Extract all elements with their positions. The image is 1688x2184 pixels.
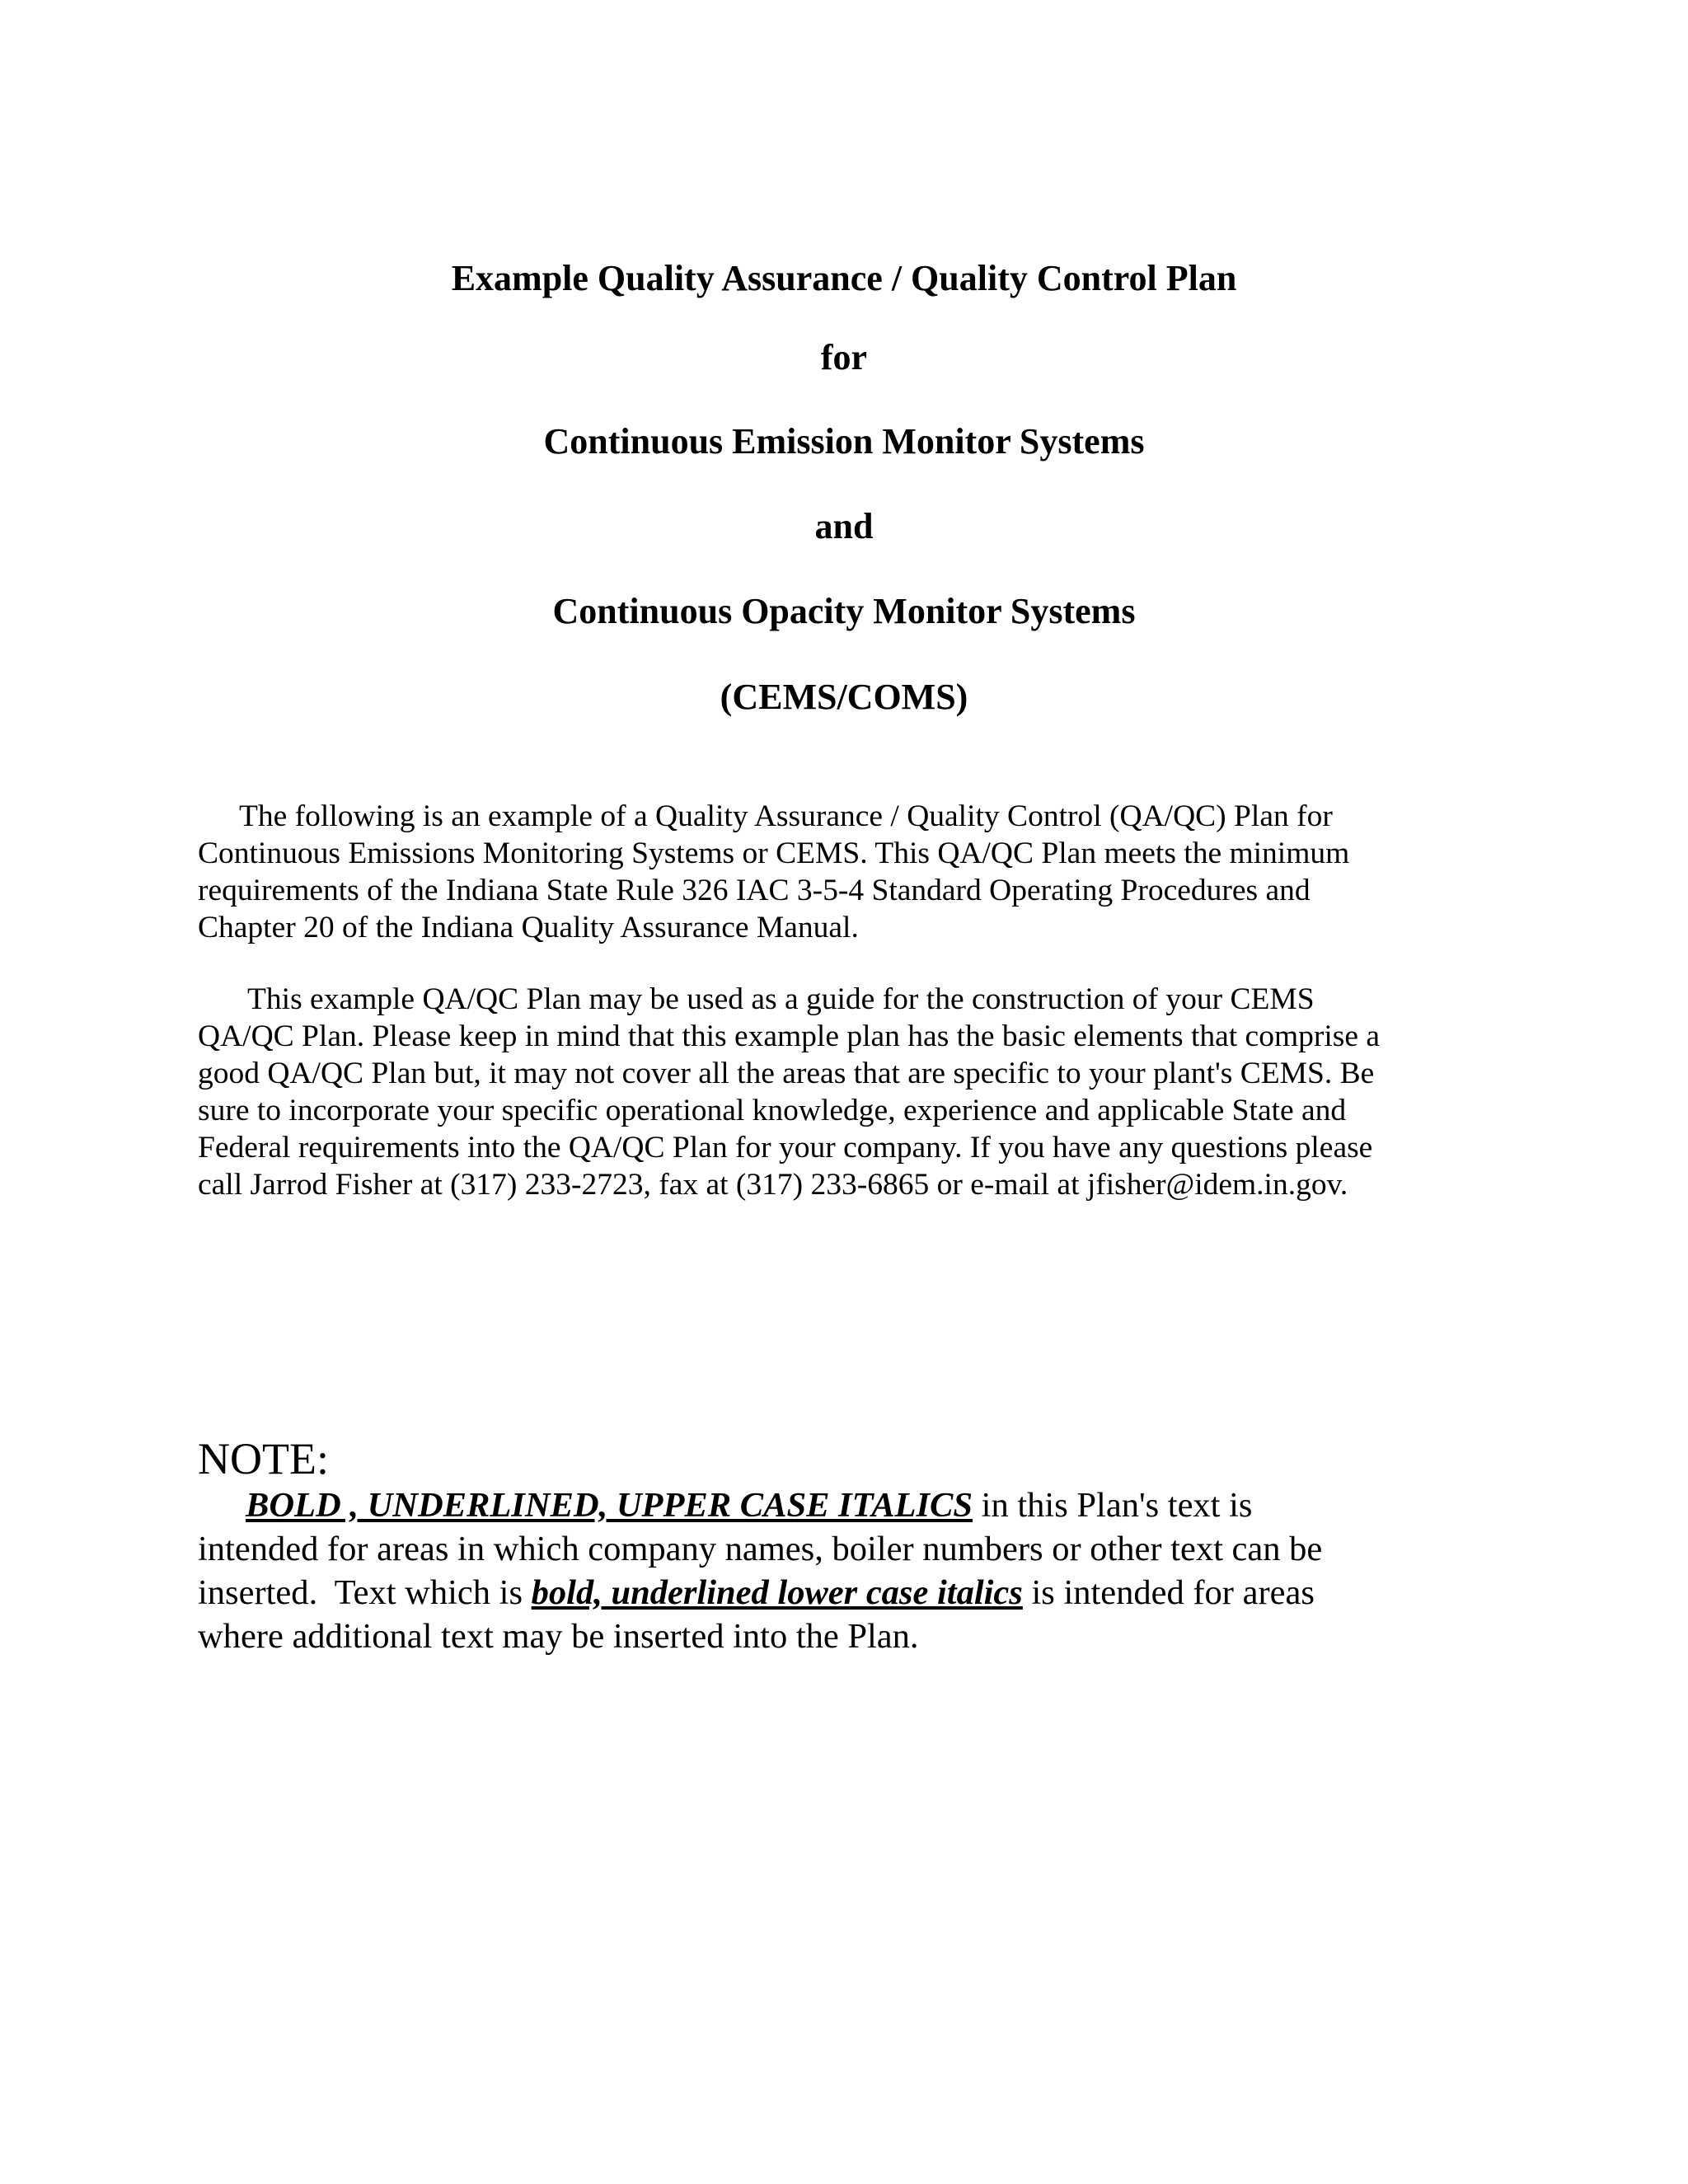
guide-line: Federal requirements into the QA/QC Plan for your company. If you have any questions please: [198, 1131, 1373, 1165]
note-line-1: [198, 1483, 1517, 1527]
guide-line: good QA/QC Plan but, it may not cover all the areas that are specific to your plant's CEMS. Be: [198, 1057, 1375, 1090]
note-emphasis-lower: bold, underlined lower case italics: [531, 1573, 1023, 1612]
title-line-3: Continuous Emission Monitor Systems: [543, 421, 1145, 462]
intro-line: requirements of the Indiana State Rule 326 IAC 3-5-4 Standard Operating Procedures and: [198, 874, 1311, 907]
title-line-4: and: [814, 506, 874, 546]
note-body: [198, 1483, 1517, 1658]
note-line-3-rest: is intended for areas: [1022, 1573, 1315, 1612]
note-line-1-rest: in this Plan's text is: [973, 1486, 1253, 1525]
guide-line: sure to incorporate your specific operational knowledge, experience and applicable State and: [198, 1094, 1347, 1127]
title-line-1: Example Quality Assurance / Quality Control Plan: [451, 258, 1237, 298]
title-line-2: for: [820, 337, 868, 377]
intro-paragraph: [198, 798, 1484, 946]
intro-line: The following is an example of a Quality Assurance / Quality Control (QA/QC) Plan for: [239, 799, 1333, 833]
note-line-4: where additional text may be inserted into the Plan.: [198, 1617, 919, 1656]
guide-line: call Jarrod Fisher at (317) 233-2723, fax at (317) 233-6865 or e-mail at jfisher@idem.in.gov.: [198, 1168, 1348, 1202]
note-line-2: intended for areas in which company names, boiler numbers or other text can be: [198, 1530, 1323, 1568]
guide-line: This example QA/QC Plan may be used as a guide for the construction of your CEMS: [247, 982, 1315, 1016]
intro-line: Continuous Emissions Monitoring Systems or CEMS. This QA/QC Plan meets the minimum: [198, 837, 1350, 870]
guide-line: QA/QC Plan. Please keep in mind that this example plan has the basic elements that comprise a: [198, 1019, 1381, 1053]
intro-line: Chapter 20 of the Indiana Quality Assurance Manual.: [198, 911, 859, 944]
title-line-6: (CEMS/COMS): [720, 677, 968, 717]
note-line-3: [198, 1571, 1517, 1615]
note-heading: NOTE:: [198, 1434, 329, 1483]
note-line-3-start: inserted. Text which is: [198, 1573, 532, 1612]
guide-paragraph: [198, 981, 1484, 1203]
note-emphasis-upper: BOLD , UNDERLINED, UPPER CASE ITALICS: [246, 1486, 973, 1525]
title-line-5: Continuous Opacity Monitor Systems: [552, 591, 1136, 631]
